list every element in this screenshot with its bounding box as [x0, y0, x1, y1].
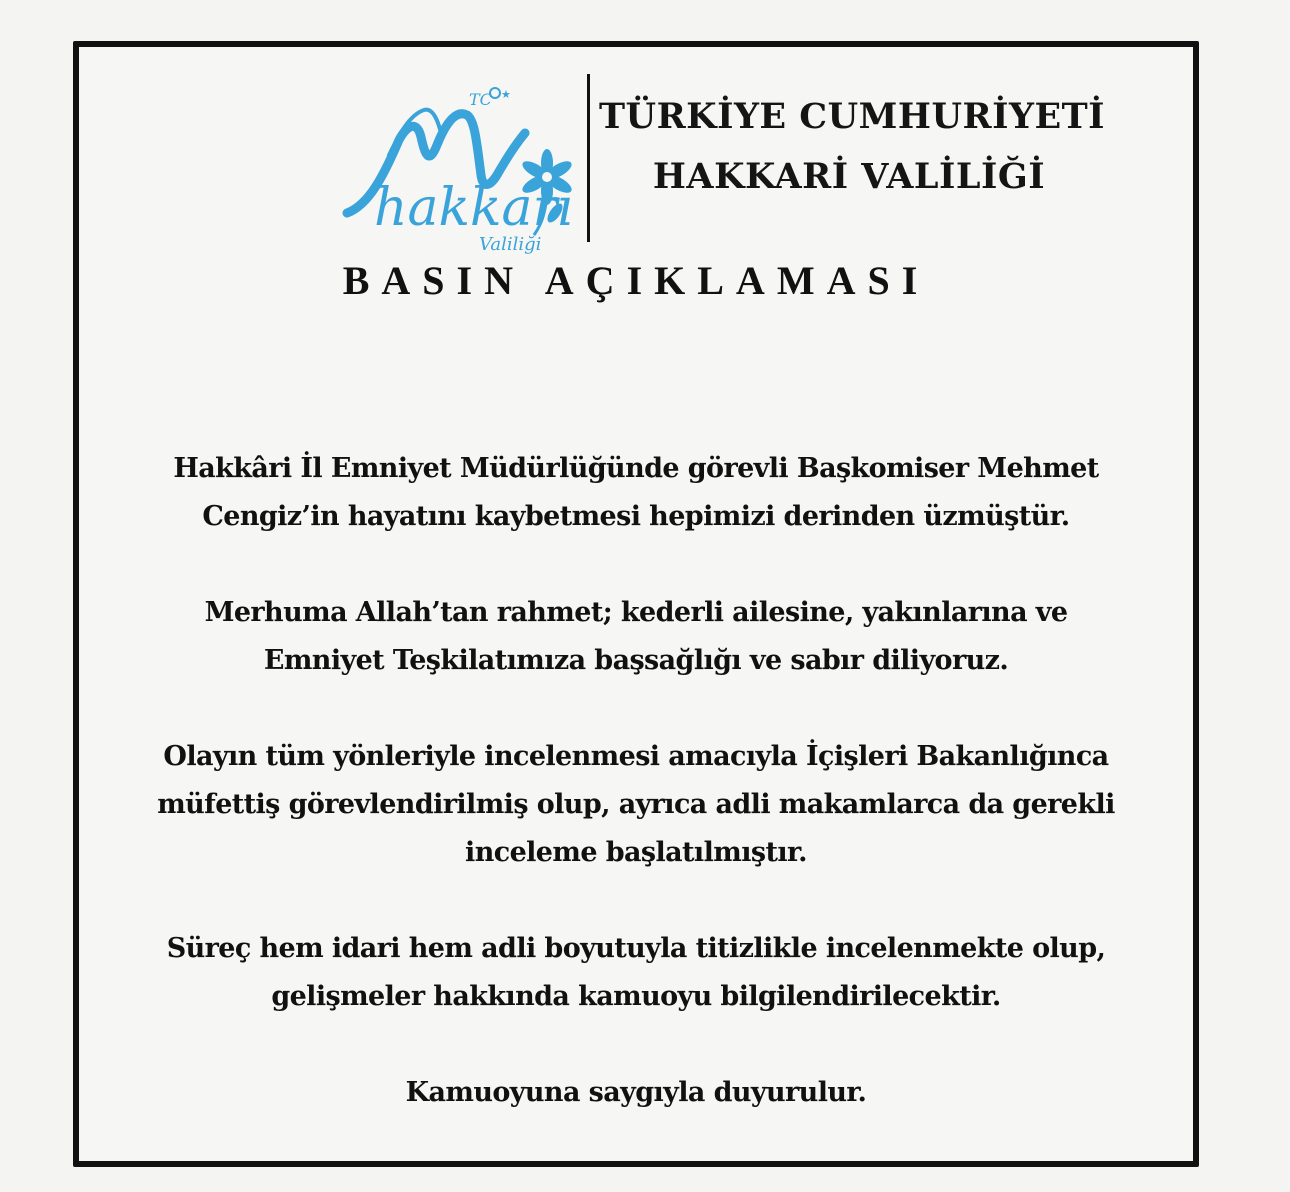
- paragraph-line: Cengiz’in hayatını kaybetmesi hepimizi derinden üzmüştür.: [202, 501, 1070, 532]
- organization-title-line1: TÜRKİYE CUMHURİYETİ: [599, 96, 1106, 137]
- paragraph-line: Kamuoyuna saygıyla duyurulur.: [405, 1077, 867, 1108]
- document-title: BASIN AÇIKLAMASI: [342, 258, 930, 303]
- header-divider: [587, 74, 590, 242]
- statement-closing: [99, 1069, 1173, 1117]
- document-frame: [73, 41, 1199, 1167]
- paragraph-line: Emniyet Teşkilatımıza başsağlığı ve sabır diliyoruz.: [263, 645, 1009, 676]
- paragraph-line: Olayın tüm yönleriyle incelenmesi amacıyla İçişleri Bakanlığınca: [163, 741, 1109, 772]
- logo-star-icon: ★: [501, 88, 511, 101]
- paragraph-line: Merhuma Allah’tan rahmet; kederli ailesine, yakınlarına ve: [204, 597, 1068, 628]
- statement-paragraph: [99, 925, 1173, 1021]
- paragraph-line: inceleme başlatılmıştır.: [465, 837, 807, 868]
- paragraph-line: Süreç hem idari hem adli boyutuyla titizlikle incelenmekte olup,: [166, 933, 1106, 964]
- statement-paragraph: [99, 445, 1173, 541]
- hakkari-valiligi-logo: [329, 85, 579, 255]
- statement-paragraph: [99, 733, 1173, 877]
- organization-title: [599, 87, 1106, 207]
- logo-main-text: hakkari: [374, 178, 575, 238]
- paragraph-line: gelişmeler hakkında kamuoyu bilgilendirilecektir.: [271, 981, 1001, 1012]
- statement-body: [99, 445, 1173, 1165]
- organization-title-line2: HAKKARİ VALİLİĞİ: [652, 156, 1046, 197]
- paragraph-line: Hakkâri İl Emniyet Müdürlüğünde görevli Başkomiser Mehmet: [173, 453, 1099, 484]
- statement-paragraph: [99, 589, 1173, 685]
- logo-tc-text: TC: [469, 90, 492, 109]
- paragraph-line: müfettiş görevlendirilmiş olup, ayrıca adli makamlarca da gerekli: [157, 789, 1115, 820]
- logo-sub-text: Valiliği: [479, 234, 542, 255]
